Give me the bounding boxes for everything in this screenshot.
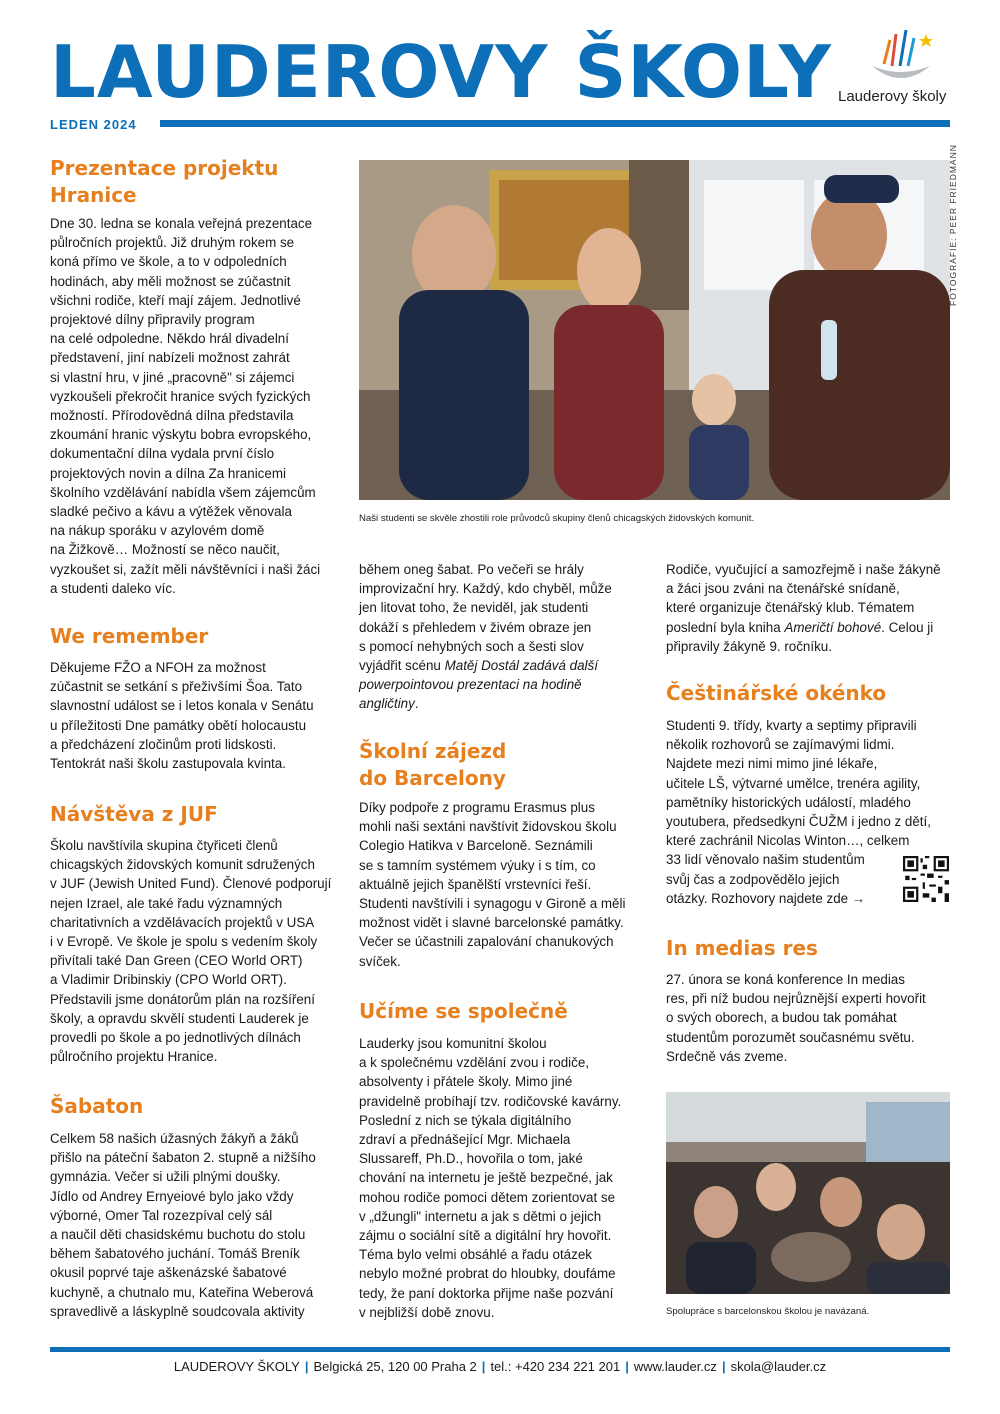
barcelona-photo (666, 1092, 950, 1294)
text-line: sladké pečivo a kávu a výtěžek věnovala (50, 504, 292, 520)
text-line: a naučil děti chasidskému buchotu do stolu (50, 1227, 306, 1243)
text-line: svíček. (359, 953, 401, 969)
text-line: studentům porozumět současnému světu. (666, 1029, 915, 1045)
text-line: představení, jiní nabízeli možnost zahrát (50, 350, 290, 366)
text-line: Lauderky jsou komunitní školou (359, 1036, 547, 1051)
text-line: i v Evropě. Ve škole je spolu s vedením školy (50, 934, 318, 950)
text-line: projektové dílny připravily program (50, 312, 255, 328)
article-title-juf: Návštěva z JUF (50, 802, 218, 826)
text-line: res, při níž budou nejrůznější experti hovořit (666, 991, 926, 1007)
barcelona-photo-caption: Spolupráce s barcelonskou školou je navázaná. (666, 1306, 870, 1317)
text-line: okusil poprvé taje aškenázské šabatové (50, 1265, 287, 1281)
article-body-hranice (50, 214, 350, 598)
text-line: 27. února se koná konference In medias (666, 972, 905, 987)
text-line: na nákup sporáku v azylovém domě (50, 523, 265, 539)
text-line: provedli po škole a po jednotlivých dílnách (50, 1030, 301, 1046)
article-title-barcelona: Školní zájezd do Barcelony (359, 739, 507, 790)
masthead-title: LAUDEROVY ŠKOLY (50, 30, 832, 114)
text-line: během oneg šabat. Po večeři se hrály (359, 562, 584, 577)
text-line: se s tamním systémem výuky i s tím, co (359, 857, 596, 873)
text-line: slavnostní událost se i letos konala v Senátu (50, 698, 314, 714)
text-line: svůj čas a zodpovědělo jejich (666, 871, 840, 887)
text-line: a Vladimir Dribinskiy (CPO World ORT). (50, 972, 287, 988)
footer-address: Belgická 25, 120 00 Praha 2 (313, 1359, 477, 1374)
text-line: jen litovat toho, že neviděl, jak studenti (359, 600, 589, 616)
text-line: vyzkoušeli překročit hranice svých fyzických (50, 388, 311, 404)
text-line: Děkujeme FŽO a NFOH za možnost (50, 660, 266, 675)
text-line: Celkem 58 našich úžasných žákyň a žáků (50, 1131, 299, 1146)
text-line: Jídlo od Andrey Ernyeiové bylo jako vždy (50, 1188, 294, 1204)
text-line: a studenti daleko víc. (50, 580, 176, 596)
text-line: na celé odpoledne. Někdo hrál divadelní (50, 331, 289, 347)
text-line: o svých oborech, a budou tak pomáhat (666, 1010, 897, 1026)
text-line: v nejbližší době znovu. (359, 1304, 495, 1320)
text-line: půlročního projektu Hranice. (50, 1049, 218, 1065)
footer-web-link[interactable]: www.lauder.cz (633, 1359, 717, 1374)
issue-date: LEDEN 2024 (50, 117, 137, 132)
header-rule (160, 120, 950, 127)
article-title-hranice: Prezentace projektu Hranice (50, 156, 279, 207)
text-line: Téma bylo velmi obsáhlé a řadu otázek (359, 1247, 592, 1263)
text-line: otázky. Rozhovory najdete zde → (666, 890, 866, 906)
text-line: a předcházení zločinům proti lidskosti. (50, 736, 277, 752)
text-line: Představili jsme donátorům plán na rozšíření (50, 991, 315, 1007)
text-line: improvizační hry. Každý, kdo chyběl, může (359, 581, 612, 597)
article-body-sabaton (50, 1129, 350, 1321)
text-line: gymnázia. Večer si užili plnými doušky. (50, 1169, 281, 1185)
text-line: možnost vidět i slavné barcelonské památky. (359, 915, 624, 931)
text-line: 33 lidí věnovalo našim studentům (666, 852, 865, 868)
text-line: Slussareff, Ph.D., hovořila o tom, jaké (359, 1151, 583, 1167)
text-line: Najdete mezi nimi mimo jiné lékaře, (666, 756, 878, 772)
text-line: zkoumání hranic výskytu bobra evropského, (50, 427, 312, 443)
text-line: nejen Izrael, ale také řadu významných (50, 895, 283, 911)
text-line: Srdečně vás zveme. (666, 1048, 788, 1064)
main-photo (359, 160, 950, 500)
text-line: a k společnému vzdělání zvou i rodiče, (359, 1055, 589, 1071)
text-line: které zachránil Nicolas Winton…, celkem (666, 833, 910, 849)
text-line: tedy, že paní doktorka přijme naše pozvání (359, 1285, 614, 1301)
qr-code-icon[interactable] (903, 856, 949, 902)
text-line: nebylo možné probrat do hloubky, doufáme (359, 1266, 616, 1282)
text-line: během šabatového juchání. Tomáš Breník (50, 1246, 300, 1262)
text-line: školního vzdělávání nabídla všem zájemcům (50, 484, 316, 500)
article-body-spolecne (359, 1034, 654, 1322)
text-line: Díky podpoře z programu Erasmus plus (359, 800, 595, 815)
text-line: mohou rodiče pomoci dětem zorientovat se (359, 1189, 616, 1205)
text-line: zájmu o sociální sítě a digitální hry hovořit. (359, 1228, 612, 1244)
text-line: dokumentační dílna vydala první číslo (50, 446, 275, 462)
text-line: zdraví a přednášející Mgr. Michaela (359, 1132, 571, 1148)
text-line: vyzkoušet si, zažít měli návštěvníci i naši žáci (50, 561, 321, 577)
text-line: Tentokrát naši školu zastupovala kvinta. (50, 756, 286, 772)
text-line: absolventy i přátele školy. Mimo jiné (359, 1074, 573, 1090)
article-body-spolecne-continued: Rodiče, vyučující a samozřejmě i naše žákyně a žáci jsou zváni na čtenářské snídaně, které organizuje čtenářský klub. Tématem poslední byla kniha Američtí bohové. Celou ji připravily žákyně 9. ročníku. (666, 562, 941, 654)
main-photo-caption: Naši studenti se skvěle zhostili role průvodců skupiny členů chicagských židovských komunit. (359, 513, 755, 524)
text-line: charitativních a vzdělávacích projektů v USA (50, 914, 315, 930)
footer-rule (50, 1347, 950, 1352)
text-line: youtubera, předsedkyni ČUŽM i jedno z dětí, (666, 814, 931, 830)
text-line: půlročních projektů. Již druhým rokem se (50, 235, 295, 251)
text-line: pravidelně probíhají tzv. rodičovské kavárny. (359, 1093, 622, 1109)
article-title-remember: We remember (50, 624, 209, 648)
text-line: kuchyně, a chutnalo mu, Kateřina Weberová (50, 1284, 314, 1300)
text-line: aktuálně jejich španělští vrstevníci řeší. (359, 876, 592, 892)
text-line: přivítali také Dan Green (CEO World ORT) (50, 953, 303, 969)
text-line: školy, a opravdu skvělí studenti Lauderek je (50, 1010, 309, 1026)
text-line: přišlo na páteční šabaton 2. stupně a nižšího (50, 1150, 316, 1166)
text-line: si vlastní hru, v jiné „pracovně" si zájemci (50, 369, 295, 385)
text-line: hodinách, aby měli možnost se zúčastnit (50, 273, 291, 289)
photo-credit: FOTOGRAFIE: PEER FRIEDMANN (948, 144, 958, 306)
text-line: učitele LŠ, výtvarné umělce, trenéra agility, (666, 775, 921, 791)
article-title-sabaton: Šabaton (50, 1094, 144, 1118)
text-line: možností. Přírodovědná dílna představila (50, 408, 294, 424)
article-body-remember (50, 658, 350, 773)
footer: LAUDEROVY ŠKOLY | Belgická 25, 120 00 Praha 2 | tel.: +420 234 221 201 | www.lauder.cz | skola@lauder.cz (173, 1359, 827, 1374)
text-line: všichni rodiče, kteří mají zájem. Jednotlivé (50, 292, 301, 308)
text-line: výborné, Omer Tal rozezpíval celý sál (50, 1207, 273, 1223)
logo-caption: Lauderovy školy (838, 88, 947, 105)
text-line: mohli naši sextáni navštívit židovskou školu (359, 819, 617, 835)
text-line: několik rozhovorů se zajímavými lidmi. (666, 737, 895, 753)
text-line: Poslední z nich se týkala digitálního (359, 1112, 572, 1128)
article-body-medias (666, 970, 956, 1066)
article-title-medias: In medias res (666, 936, 818, 960)
text-line: na Žižkově… Možností se něco naučit, (50, 542, 280, 558)
text-line: Studenti 9. třídy, kvarty a septimy připravili (666, 718, 917, 733)
text-line: chicagských židovských komunit sdružených (50, 857, 315, 873)
text-line: chování na internetu je ještě bezpečné, jak (359, 1170, 613, 1186)
text-line: zúčastnit se setkání s přeživšími Šoa. Tato (50, 679, 303, 695)
article-title-spolecne: Učíme se společně (359, 999, 568, 1023)
text-line: Colegio Hatikva v Barceloně. Seznámili (359, 838, 593, 854)
article-body-sabaton-continued: během oneg šabat. Po večeři se hrály improvizační hry. Každý, kdo chyběl, může jen litovat toho, že neviděl, jak studenti dokáží s přehledem v živém obraze jen s pomocí nehybných soch a šesti slov vyjádřit scénu Matěj Dostál zadává další powerpointovou prezentaci na hodině angličtiny. (359, 560, 654, 714)
article-body-juf (50, 836, 350, 1066)
text-line: pamětníky historických událostí, mladého (666, 794, 911, 810)
text-line: spravedlivě a láskyplně soudcovala aktivity (50, 1303, 305, 1319)
footer-phone[interactable]: tel.: +420 234 221 201 (490, 1359, 621, 1374)
footer-email-link[interactable]: skola@lauder.cz (730, 1359, 827, 1374)
lauder-logo-icon (866, 28, 936, 88)
text-line: Školu navštívila skupina čtyřiceti členů (50, 838, 278, 853)
barcelona-photo-image (666, 1092, 950, 1294)
text-line: vyjádřit scénu (359, 658, 441, 674)
text-line: v JUF (Jewish United Fund). Členové podporují (50, 876, 332, 892)
text-line: Studenti navštívili i synagogu v Gironě a měli (359, 896, 626, 912)
text-line: dokáží s přehledem v živém obraze jen (359, 619, 592, 635)
text-line: v „džungli" internetu a jak s dětmi o jejich (359, 1208, 602, 1224)
main-photo-image (359, 160, 950, 500)
article-body-barcelona (359, 798, 654, 971)
text-line: u příležitosti Dne památky obětí holocaustu (50, 717, 307, 733)
text-line: Dne 30. ledna se konala veřejná prezentace (50, 216, 313, 231)
text-line: s pomocí nehybných soch a šesti slov (359, 638, 584, 654)
text-line: koná přímo ve škole, a to v odpoledních (50, 254, 287, 270)
footer-org: LAUDEROVY ŠKOLY (173, 1359, 300, 1374)
text-line: Večer se účastnili zapalování chanukových (359, 934, 614, 950)
text-line: projektových novin a dílna Za hranicemi (50, 465, 286, 481)
article-title-okenko: Češtinářské okénko (666, 681, 887, 705)
